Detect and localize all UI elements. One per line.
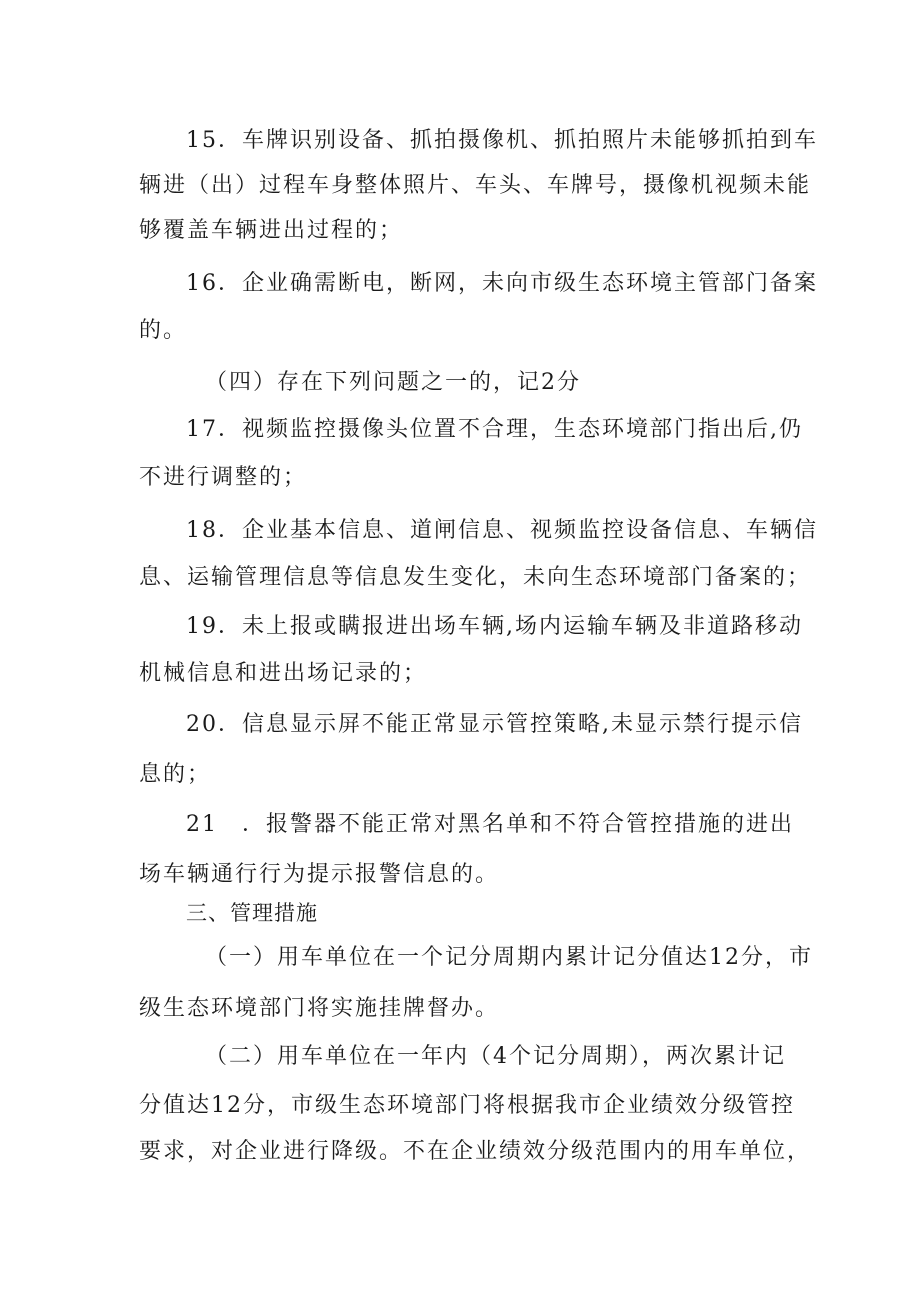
- item-15-line-3: 够覆盖车辆进出过程的；: [139, 218, 404, 243]
- section-three-heading: 三、管理措施: [186, 901, 318, 925]
- section-four-heading: （四）存在下列问题之一的，记2分: [205, 370, 581, 395]
- item-17-line-2: 不进行调整的；: [139, 465, 308, 490]
- measure-two-line-1: （二）用车单位在一年内（4个记分周期），两次累计记: [205, 1044, 786, 1069]
- measure-one-line-2: 级生态环境部门将实施挂牌督办。: [139, 996, 500, 1021]
- item-19-line-1: 19．未上报或瞒报进出场车辆,场内运输车辆及非道路移动: [186, 614, 803, 639]
- item-18-line-1: 18．企业基本信息、道闸信息、视频监控设备信息、车辆信: [186, 518, 818, 543]
- item-19-line-2: 机械信息和进出场记录的；: [139, 661, 428, 686]
- item-18-line-2: 息、运输管理信息等信息发生变化，未向生态环境部门备案的；: [139, 565, 812, 590]
- item-15-line-2: 辆进（出）过程车身整体照片、车头、车牌号，摄像机视频未能: [139, 173, 812, 198]
- measure-two-line-3: 要求，对企业进行降级。不在企业绩效分级范围内的用车单位，: [139, 1139, 812, 1164]
- item-16-line-2: 的。: [139, 318, 188, 343]
- item-17-line-1: 17．视频监控摄像头位置不合理，生态环境部门指出后,仍: [186, 417, 803, 442]
- item-21-line-1: 21 ．报警器不能正常对黑名单和不符合管控措施的进出: [186, 812, 794, 837]
- item-20-line-1: 20．信息显示屏不能正常显示管控策略,未显示禁行提示信: [186, 712, 803, 737]
- item-20-line-2: 息的；: [139, 762, 212, 787]
- item-16-line-1: 16．企业确需断电，断网，未向市级生态环境主管部门备案: [186, 271, 818, 296]
- measure-two-line-2: 分值达12分，市级生态环境部门将根据我市企业绩效分级管控: [139, 1093, 795, 1118]
- item-21-line-2: 场车辆通行行为提示报警信息的。: [139, 862, 500, 887]
- measure-one-line-1: （一）用车单位在一个记分周期内累计记分值达12分，市: [205, 945, 813, 970]
- item-15-line-1: 15．车牌识别设备、抓拍摄像机、抓拍照片未能够抓拍到车: [186, 128, 818, 153]
